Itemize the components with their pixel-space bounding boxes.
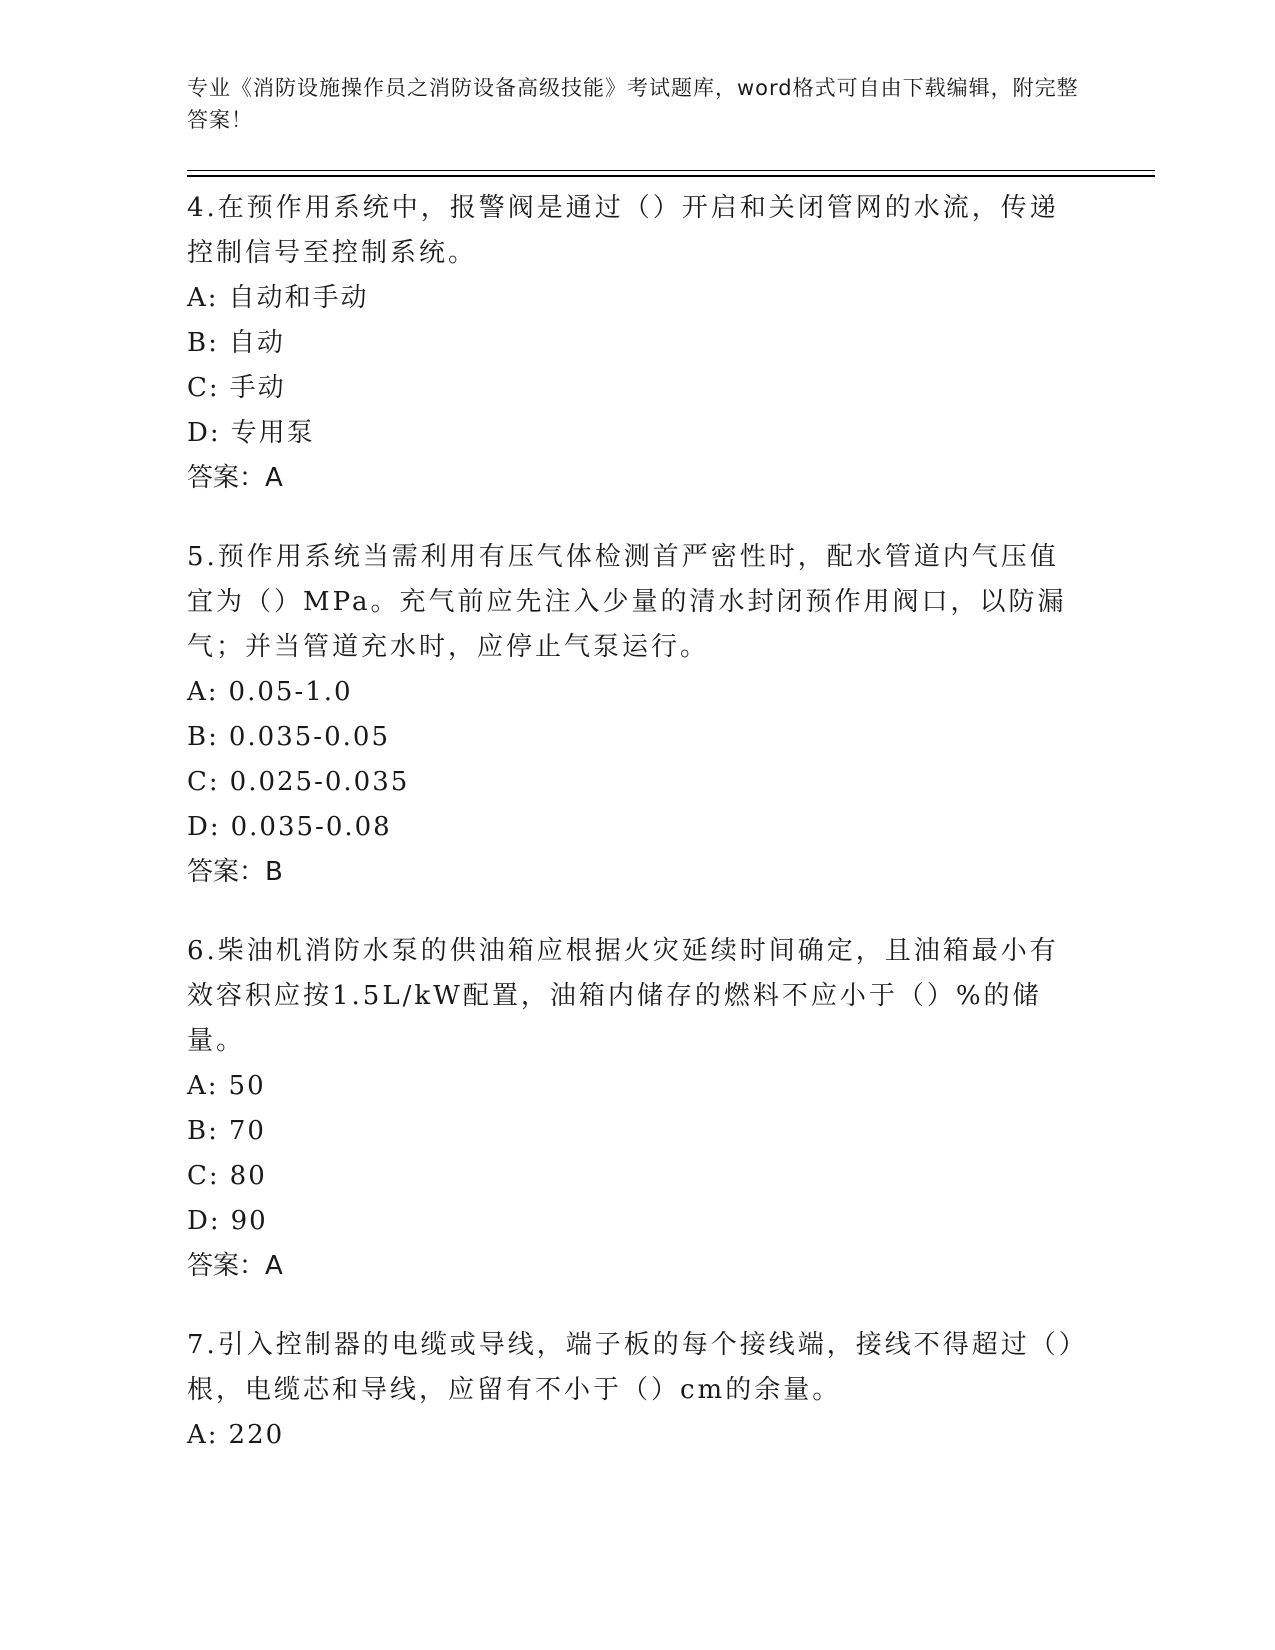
question-7 (187, 1323, 1087, 1458)
option-c (187, 760, 1087, 805)
option-text: 0.035-0.08 (230, 812, 392, 842)
option-text: 90 (230, 1206, 268, 1236)
option-d (187, 411, 1087, 456)
question-stem: 5.预作用系统当需利用有压气体检测首严密性时，配水管道内气压值宜为（）MPa。充气前应先注入少量的清水封闭预作用阀口，以防漏气；并当管道充水时，应停止气泵运行。 (187, 542, 1067, 662)
option-letter: A: (187, 1420, 219, 1450)
document-header: 专业《消防设施操作员之消防设备高级技能》考试题库，word格式可自由下载编辑，附完整答案！ (187, 76, 1079, 132)
option-text: 0.025-0.035 (229, 767, 410, 797)
question-4 (187, 186, 1087, 501)
option-text: 自动 (228, 328, 285, 358)
option-b (187, 321, 1087, 366)
question-stem: 6.柴油机消防水泵的供油箱应根据火灾延续时间确定，且油箱最小有效容积应按1.5L/kW配置，油箱内储存的燃料不应小于（）%的储量。 (187, 936, 1059, 1056)
header-divider-thick (187, 175, 1155, 177)
answer-line: 答案：B (187, 857, 283, 887)
option-letter: A: (187, 677, 219, 707)
question-stem: 7.引入控制器的电缆或导线，端子板的每个接线端，接线不得超过（）根，电缆芯和导线，应留有不小于（）cm的余量。 (187, 1330, 1075, 1405)
option-letter: C: (187, 373, 220, 403)
option-letter: D: (187, 418, 221, 448)
option-letter: B: (187, 1116, 219, 1146)
option-letter: D: (187, 1206, 221, 1236)
option-d (187, 805, 1087, 850)
option-letter: B: (187, 722, 219, 752)
option-text: 手动 (229, 373, 286, 403)
option-b (187, 715, 1087, 760)
question-list (187, 186, 1087, 1492)
option-a (187, 1064, 1087, 1109)
option-text: 专用泵 (230, 418, 315, 448)
answer-line: 答案：A (187, 463, 283, 493)
question-5 (187, 535, 1087, 895)
option-a (187, 1413, 1087, 1458)
header-divider-thin (187, 170, 1155, 171)
option-text: 220 (228, 1420, 285, 1450)
option-c (187, 366, 1087, 411)
answer-line: 答案：A (187, 1251, 283, 1281)
option-letter: A: (187, 283, 219, 313)
option-a (187, 670, 1087, 715)
option-text: 0.035-0.05 (228, 722, 390, 752)
option-letter: B: (187, 328, 219, 358)
question-stem: 4.在预作用系统中，报警阀是通过（）开启和关闭管网的水流，传递控制信号至控制系统。 (187, 193, 1059, 268)
option-b (187, 1109, 1087, 1154)
option-d (187, 1199, 1087, 1244)
option-text: 自动和手动 (228, 283, 369, 313)
option-letter: A: (187, 1071, 219, 1101)
question-6 (187, 929, 1087, 1289)
option-text: 50 (228, 1071, 266, 1101)
option-text: 80 (229, 1161, 267, 1191)
option-a (187, 276, 1087, 321)
option-letter: C: (187, 767, 220, 797)
option-letter: D: (187, 812, 221, 842)
option-letter: C: (187, 1161, 220, 1191)
option-c (187, 1154, 1087, 1199)
option-text: 70 (228, 1116, 266, 1146)
option-text: 0.05-1.0 (228, 677, 353, 707)
